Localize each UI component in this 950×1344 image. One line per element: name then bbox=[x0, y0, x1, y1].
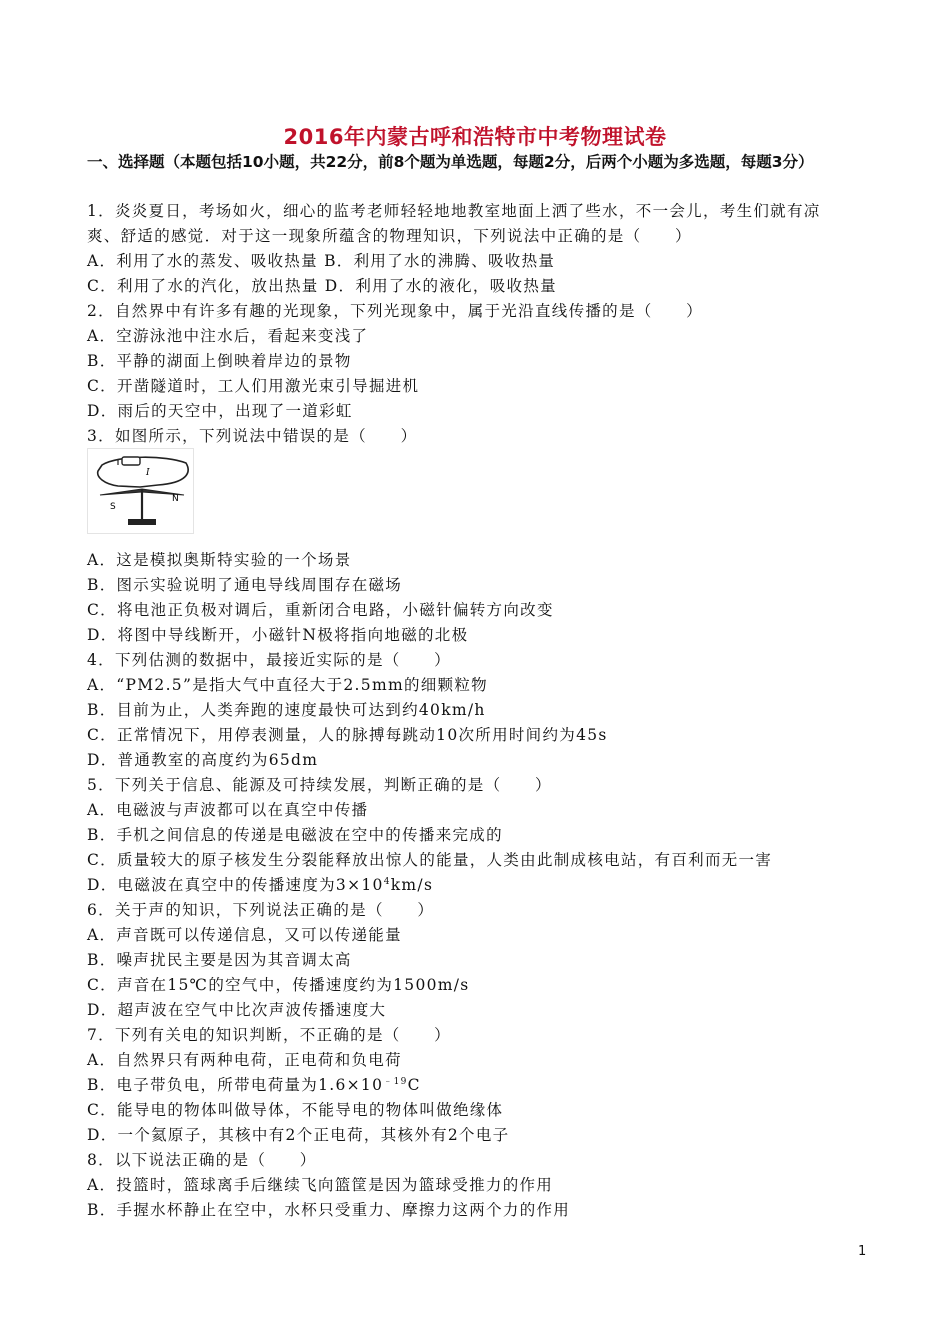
question-5-option: A．电磁波与声波都可以在真空中传播 bbox=[87, 801, 369, 819]
page-number: 1 bbox=[858, 1244, 867, 1259]
question-3-option: C．将电池正负极对调后，重新闭合电路，小磁针偏转方向改变 bbox=[87, 601, 554, 619]
question-7-option: D．一个氦原子，其核中有2个正电荷，其核外有2个电子 bbox=[87, 1126, 510, 1144]
question-3-option: B．图示实验说明了通电导线周围存在磁场 bbox=[87, 576, 403, 594]
question-2-option: A．空游泳池中注水后，看起来变浅了 bbox=[87, 327, 369, 345]
question-5-option: C．质量较大的原子核发生分裂能释放出惊人的能量，人类由此制成核电站，有百利而无一害 bbox=[87, 851, 773, 869]
question-2-option: B．平静的湖面上倒映着岸边的景物 bbox=[87, 352, 352, 370]
question-2-stem: 2．自然界中有许多有趣的光现象，下列光现象中，属于光沿直线传播的是（ ） bbox=[87, 302, 703, 320]
question-6-option: C．声音在15℃的空气中，传播速度约为1500m/s bbox=[87, 976, 470, 994]
unit-text: km/s bbox=[390, 876, 434, 894]
question-1-option: C．利用了水的汽化，放出热量 D．利用了水的液化，吸收热量 bbox=[87, 277, 557, 295]
question-6-option: B．噪声扰民主要是因为其音调太高 bbox=[87, 951, 352, 969]
question-8-option: B．手握水杯静止在空中，水杯只受重力、摩擦力这两个力的作用 bbox=[87, 1201, 571, 1219]
option-text: D．电磁波在真空中的传播速度为3×10 bbox=[87, 876, 384, 894]
question-5-option: B．手机之间信息的传递是电磁波在空中的传播来完成的 bbox=[87, 826, 503, 844]
battery-icon bbox=[122, 457, 140, 465]
question-4-option: C．正常情况下，用停表测量，人的脉搏每跳动10次所用时间约为45s bbox=[87, 726, 608, 744]
question-6-option: A．声音既可以传递信息，又可以传递能量 bbox=[87, 926, 402, 944]
unit-text: C bbox=[407, 1076, 421, 1094]
question-4-option: D．普通教室的高度约为65dm bbox=[87, 751, 319, 769]
question-8-option: A．投篮时，篮球离手后继续飞向篮筐是因为篮球受推力的作用 bbox=[87, 1176, 554, 1194]
question-2-option: C．开凿隧道时，工人们用激光束引导掘进机 bbox=[87, 377, 420, 395]
question-1-option: A．利用了水的蒸发、吸收热量 B．利用了水的沸腾、吸收热量 bbox=[87, 252, 556, 270]
current-label: I bbox=[146, 468, 150, 478]
question-4-option: B．目前为止，人类奔跑的速度最快可达到约40km/h bbox=[87, 701, 486, 719]
question-8-stem: 8．以下说法正确的是（ ） bbox=[87, 1151, 317, 1169]
section-heading: 一、选择题（本题包括10小题，共22分，前8个题为单选题，每题2分，后两个小题为多选题，每题3分） bbox=[87, 153, 814, 171]
question-1-stem: 1．炎炎夏日，考场如火，细心的监考老师轻轻地地教室地面上洒了些水，不一会儿，考生们就有凉 bbox=[87, 202, 821, 220]
exponent: ﹣19 bbox=[383, 1077, 408, 1087]
south-pole-label: S bbox=[110, 502, 116, 512]
stand-base bbox=[128, 519, 156, 525]
wire-loop bbox=[98, 457, 188, 487]
question-7-option: A．自然界只有两种电荷，正电荷和负电荷 bbox=[87, 1051, 402, 1069]
oersted-diagram bbox=[88, 449, 193, 533]
question-6-stem: 6．关于声的知识，下列说法正确的是（ ） bbox=[87, 901, 435, 919]
question-7-option: C．能导电的物体叫做导体，不能导电的物体叫做绝缘体 bbox=[87, 1101, 504, 1119]
question-4-stem: 4．下列估测的数据中，最接近实际的是（ ） bbox=[87, 651, 451, 669]
question-3-stem: 3．如图所示，下列说法中错误的是（ ） bbox=[87, 427, 418, 445]
question-6-option: D．超声波在空气中比次声波传播速度大 bbox=[87, 1001, 387, 1019]
exponent: 4 bbox=[383, 877, 391, 887]
option-text: B．电子带负电，所带电荷量为1.6×10 bbox=[87, 1076, 384, 1094]
question-3-option: A．这是模拟奥斯特实验的一个场景 bbox=[87, 551, 352, 569]
north-pole-label: N bbox=[172, 494, 179, 504]
question-5-option-d bbox=[87, 875, 433, 895]
document-title: 2016年内蒙古呼和浩特市中考物理试卷 bbox=[283, 125, 667, 149]
question-3-option: D．将图中导线断开，小磁针N极将指向地磁的北极 bbox=[87, 626, 469, 644]
question-7-option-b bbox=[87, 1075, 421, 1095]
question-7-stem: 7．下列有关电的知识判断，不正确的是（ ） bbox=[87, 1026, 451, 1044]
question-2-option: D．雨后的天空中，出现了一道彩虹 bbox=[87, 402, 353, 420]
oersted-experiment-figure bbox=[87, 448, 194, 534]
question-5-stem: 5．下列关于信息、能源及可持续发展，判断正确的是（ ） bbox=[87, 776, 552, 794]
question-1-stem: 爽、舒适的感觉．对于这一现象所蕴含的物理知识，下列说法中正确的是（ ） bbox=[87, 227, 692, 245]
question-4-option: A．“PM2.5”是指大气中直径大于2.5mm的细颗粒物 bbox=[87, 676, 488, 694]
